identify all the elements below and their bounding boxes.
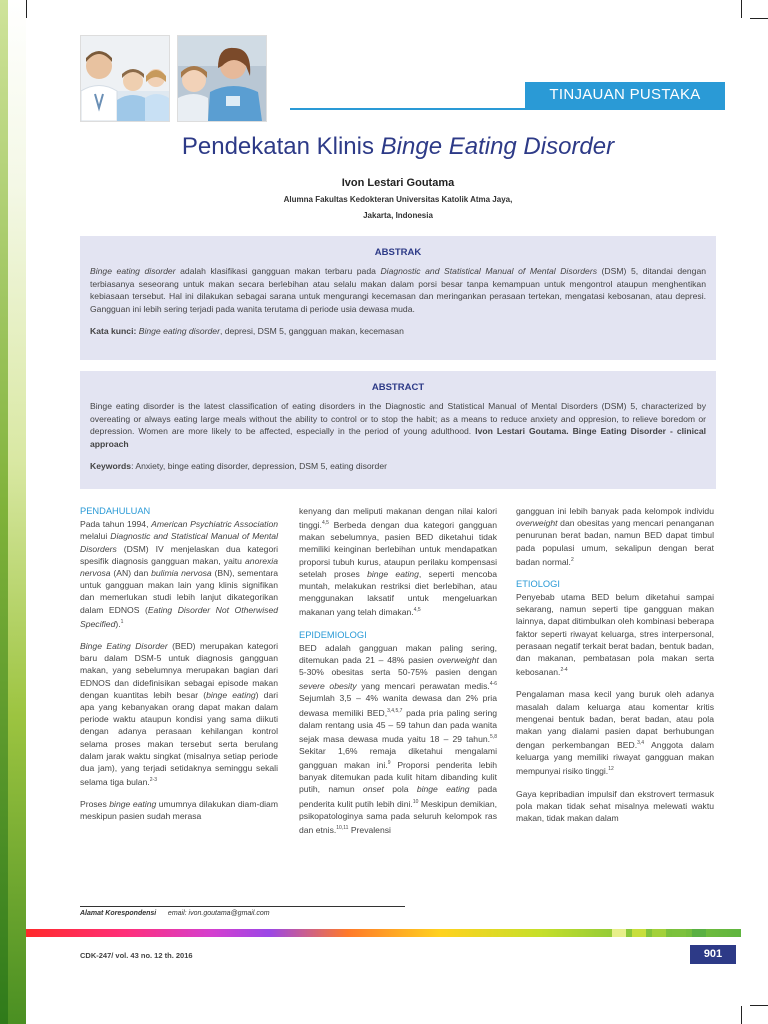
- citation-ref: 4,5: [413, 607, 421, 614]
- paragraph: Pada tahun 1994, American Psychiatric Association melalui Diagnostic and Statistical Manual of Mental Disorders (DSM) IV menjelaskan dua kategori spesifik diagnosis gangguan makan, yaitu anorexia nervosa (AN) dan bulimia nervosa (BN), sementara untuk gangguan makan lain yang klinis signifikan dan memerlukan studi lebih lanjut dikategorikan dalam EDNOS (Eating Disorder Not Otherwised Specified).$^1$: [80, 519, 279, 629]
- correspondence-footnote: [80, 910, 270, 917]
- abstract-citation: Ivon Lestari Goutama. Binge Eating Disorder - clinical approach: [90, 426, 706, 449]
- abstrak-text: [90, 265, 706, 315]
- paragraph: kenyang dan meliputi makanan dengan nilai kalori tinggi.$^{4,5}$ Berbeda dengan dua kategori gangguan makan sebelumnya, pasien BED diketahui tidak memiliki keinginan berlebihan untuk mendapatkan proporsi tubuh kurus, ataupun perilaku kompensasi setelah proses binge eating, seperti mencoba muntah, melakukan restriksi diet berlebihan, atau menggunakan laksatif untuk mengeluarkan makanan yang telah dimakan.$^{4,5}$: [299, 506, 497, 618]
- crop-mark: [750, 1005, 768, 1006]
- abstract-heading: ABSTRACT: [371, 382, 425, 393]
- crop-mark: [741, 0, 742, 18]
- paragraph: Binge Eating Disorder (BED) merupakan kategori baru dalam DSM-5 untuk diagnosis gangguan makan, yang sebelumnya merupakan bagian dari EDNOS dan didefinisikan sebagai episode makan dengan kuantitas lebih besar (binge eating) dari apa yang kebanyakan orang dapat makan dalam periode waktu ataupun kondisi yang sama diikuti dengan adanya perasaan kehilangan kontrol selama proses makan tersebut serta berulang dalam jarak waktu singkat (misalnya setiap periode dua jam), yang terjadi setidaknya seminggu sekali selama tiga bulan.$^{2-3}$: [80, 640, 278, 787]
- author-affiliation: [30, 192, 766, 224]
- footer-color-square: [672, 929, 686, 937]
- abstrak-heading: ABSTRAK: [374, 247, 422, 258]
- abstract-keywords: [90, 460, 706, 472]
- journal-citation: CDK-247/ vol. 43 no. 12 th. 2016: [80, 951, 193, 960]
- header-rule: [290, 108, 725, 110]
- footer-color-square: [612, 929, 626, 937]
- page-number: 901: [690, 945, 736, 964]
- affiliation-line-2: Jakarta, Indonesia: [363, 211, 433, 220]
- paragraph: BED adalah gangguan makan paling sering, ditemukan pada 21 – 48% pasien overweight dan 5-30% obesitas serta 50-75% pasien dengan severe obesity yang mencari perawatan medis.$^{4-6}$ Sejumlah 3,5 – 4% wanita dewasa dan 2% pria dewasa memiliki BED,$^{3,4,5,7}$ pada pria paling sering dalam rentang usia 45 – 59 tahun dan pada wanita sejak masa dewasa muda yaitu 18 – 29 tahun.$^{5,8}$ Sekitar 1,6% remaja diketahui mengalami gangguan makan ini.$^9$ Proporsi penderita lebih banyak ditemukan pada kulit hitam dibanding kulit putih, namun onset pola binge eating pada penderita kulit putih lebih dini.$^{10}$ Meskipun demikian, psikopatologinya sama pada seluruh kelompok ras dan etnis.$^{10,11}$ Prevalensi: [299, 642, 497, 835]
- citation-ref: 2-4: [560, 667, 568, 674]
- keyword-italic: Binge eating disorder: [136, 326, 220, 336]
- keywords-label: Keywords: [90, 461, 132, 471]
- article-title: [30, 133, 766, 161]
- section-heading-pendahuluan: PENDAHULUAN: [80, 506, 151, 516]
- paragraph: gangguan ini lebih banyak pada kelompok individu overweight dan obesitas yang mencari penanganan penurunan berat badan, namun BED dapat timbul pada populasi umum, sekalipun dengan berat badan normal.$^2$: [516, 506, 714, 567]
- section-label: TINJAUAN PUSTAKA: [525, 82, 725, 108]
- abstrak-term: Binge eating disorder: [90, 266, 176, 276]
- abstract-body: Binge eating disorder is the latest classification of eating disorders in the Diagnostic and Statistical Manual of Mental Disorders (DSM) 5, characterized by overeating or always eating large meals without the ability to control or to stop the habit; as a means to reduce anxiety and oppresion, to relieve boredom or depression. Women are more likely to be affected, especially in the period of young adulthood.: [90, 401, 706, 436]
- abstract-box: [80, 371, 716, 489]
- paragraph: Penyebab utama BED belum diketahui sampai sekarang, namun seperti tipe gangguan makan lainnya, dapat ditimbulkan oleh kombinasi beberapa faktor seperti riwayat keluarga, stres interpersonal, perasaan negatif terkait berat badan, bentuk badan, dan makanan, pembatasan pola makan serta kebosanan.$^{2-4}$: [516, 592, 714, 678]
- citation-ref: 4,5: [321, 520, 329, 527]
- footnote-email: email: ivon.goutama@gmail.com: [167, 910, 270, 917]
- title-italic-part: Binge Eating Disorder: [380, 133, 615, 160]
- nurse-child-photo: [177, 35, 267, 122]
- footer-color-square: [692, 929, 706, 937]
- section-heading-etiologi: ETIOLOGI: [516, 578, 560, 589]
- affiliation-line-1: Alumna Fakultas Kedokteran Universitas Katolik Atma Jaya,: [283, 195, 513, 204]
- keywords-rest: : Anxiety, binge eating disorder, depression, DSM 5, eating disorder: [131, 461, 387, 471]
- crop-mark: [26, 0, 27, 18]
- abstrak-fragment: adalah klasifikasi gangguan makan terbaru pada: [175, 266, 381, 276]
- doctors-photo: [80, 35, 170, 122]
- crop-mark: [741, 1006, 742, 1024]
- citation-ref: 1: [120, 618, 124, 625]
- abstrak-box: [80, 236, 716, 360]
- crop-mark: [750, 18, 768, 19]
- footer-color-square: [652, 929, 666, 937]
- body-column-1: [80, 505, 278, 833]
- section-heading-epidemiologi: EPIDEMIOLOGI: [299, 629, 367, 640]
- title-plain-part: Pendekatan Klinis: [181, 133, 381, 160]
- left-green-stripe-edge: [0, 0, 8, 1024]
- footer-color-square: [632, 929, 646, 937]
- paragraph: Proses binge eating umumnya dilakukan diam-diam meskipun pasien sudah merasa: [80, 799, 278, 822]
- keywords-rest: , depresi, DSM 5, gangguan makan, kecemasan: [219, 326, 404, 336]
- footnote-rule: [80, 906, 405, 907]
- abstrak-keywords: [90, 325, 706, 337]
- paragraph: Gaya kepribadian impulsif dan ekstrovert termasuk pola makan tidak sehat misalnya melewati waktu makan, tidak makan dalam: [516, 788, 714, 823]
- body-column-2: [299, 505, 497, 846]
- footnote-label: Alamat Korespondensi: [80, 910, 157, 917]
- abstrak-fragment: (DSM) 5, ditandai dengan terbiasanya seseorang untuk makan secara berlebihan atau selalu makan dalam porsi besar tanpa kemampuan untuk mengontrol ataupun menghentikan kebiasaan tersebut. Hal ini dilakukan sebagai sarana untuk mengurangi kecemasan dan meringankan perasaan tertekan, mengatasi kebosanan, atau depresi. Gangguan ini lebih sering terjadi pada wanita terutama di periode usia dewasa muda.: [90, 266, 707, 314]
- paragraph: Pengalaman masa kecil yang buruk oleh adanya masalah dalam keluarga atau komentar kritis mengenai bentuk badan, berat badan, atau pola makan yang dialami pasien dapat berhubungan dengan perkembangan BED.$^{3,4}$ Anggota dalam keluarga yang memiliki riwayat gangguan makan mempunyai risiko tinggi.$^{12}$: [516, 689, 714, 777]
- citation-ref: 2-3: [149, 777, 157, 784]
- abstract-text: [90, 400, 706, 450]
- citation-ref: 2: [570, 556, 574, 563]
- abstrak-dsm: Diagnostic and Statistical Manual of Mental Disorders: [380, 266, 597, 276]
- keywords-label: Kata kunci:: [90, 326, 137, 336]
- body-column-3: [516, 505, 714, 834]
- author-name: Ivon Lestari Goutama: [341, 177, 455, 189]
